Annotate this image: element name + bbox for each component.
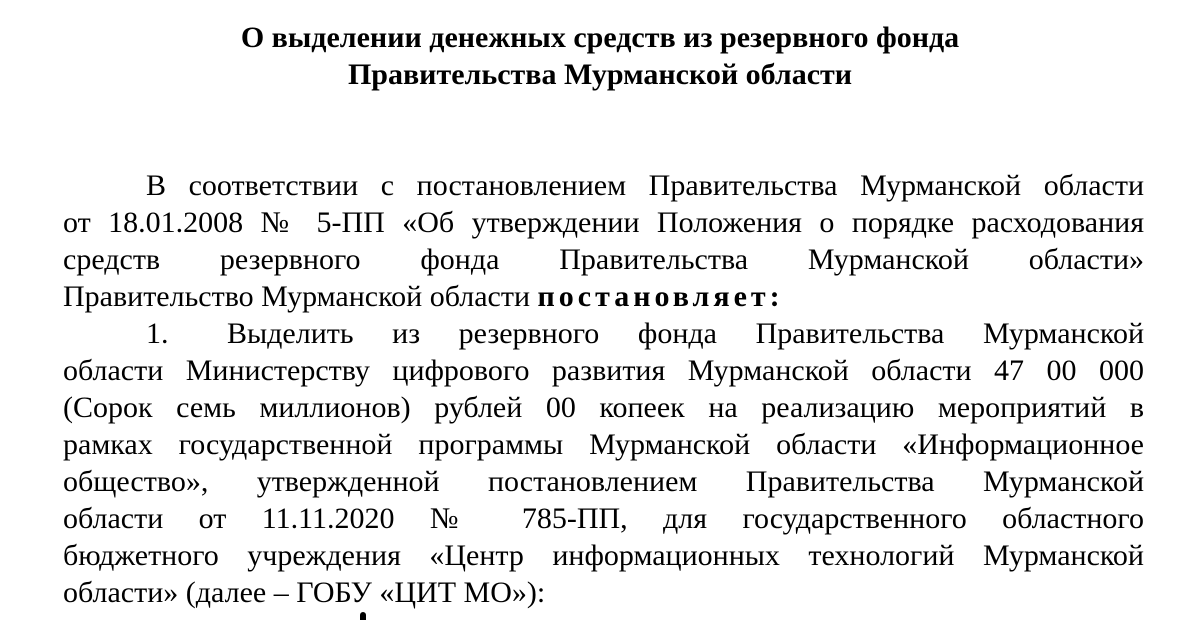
preamble-government-text: Правительство Мурманской области xyxy=(63,280,530,313)
item-number: 1. xyxy=(146,317,169,350)
item1-line-1: Выделить из резервного фонда Правительства Мурманской xyxy=(227,317,1144,350)
preamble-line-4 xyxy=(63,277,1144,317)
preamble-line-1: В соответствии с постановлением Правительства Мурманской области xyxy=(146,169,1144,202)
cut-off-next-line-fragment xyxy=(360,612,366,620)
item1-line-8: области» (далее – ГОБУ «ЦИТ МО»): xyxy=(63,576,546,609)
item1-line-5: общество», утвержденной постановлением Правительства Мурманской xyxy=(63,465,1144,498)
item1-line-3: (Сорок семь миллионов) рублей 00 копеек на реализацию мероприятий в xyxy=(63,391,1144,424)
item1-line-2: области Министерству цифрового развития Мурманской области 47 00 000 xyxy=(63,354,1144,387)
preamble-line-3: средств резервного фонда Правительства Мурманской области» xyxy=(63,243,1144,276)
document-title-line-1: О выделении денежных средств из резервного фонда xyxy=(240,21,960,54)
decree-word: постановляет: xyxy=(537,280,784,313)
item1-line-4: рамках государственной программы Мурманской области «Информационное xyxy=(63,428,1144,461)
preamble-line-2: от 18.01.2008 № 5-ПП «Об утверждении Положения о порядке расходования xyxy=(63,206,1144,239)
item1-line-7: бюджетного учреждения «Центр информационных технологий Мурманской xyxy=(63,539,1144,572)
document-title-line-2: Правительства Мурманской области xyxy=(347,58,853,91)
item1-line-6: области от 11.11.2020 № 785-ПП, для государственного областного xyxy=(63,502,1144,535)
